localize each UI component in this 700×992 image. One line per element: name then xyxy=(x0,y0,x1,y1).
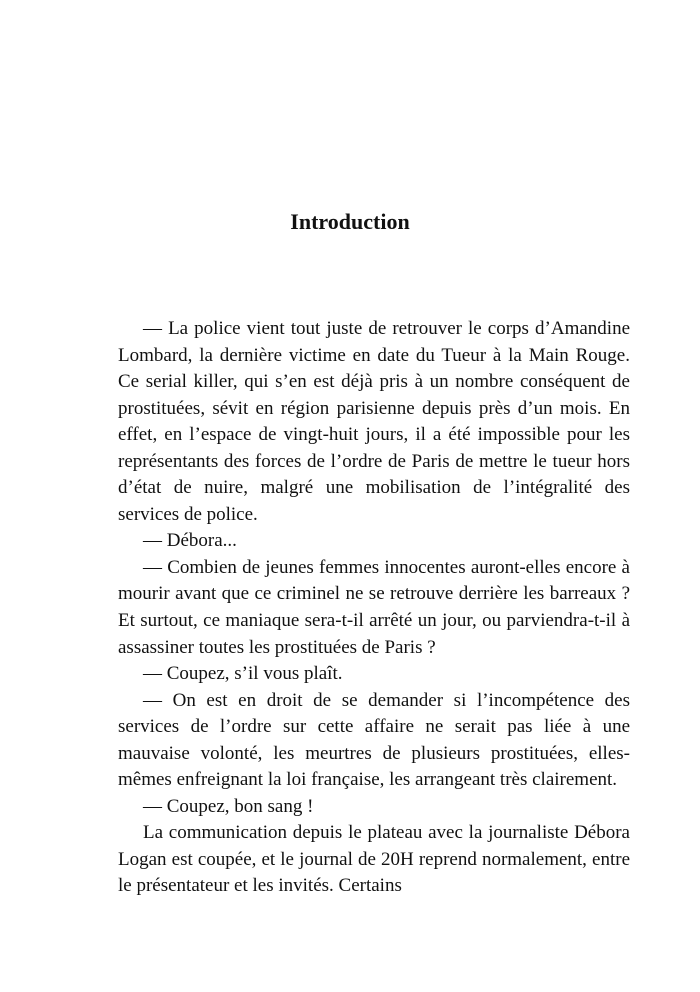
chapter-title: Introduction xyxy=(290,209,410,234)
paragraph-news-report: — La police vient tout juste de retrouver le corps d’Amandine Lombard, la dernière victime en date du Tueur à la Main Rouge. Ce serial killer, qui s’en est déjà pris à un nombre conséquent de prostituées, sévit en région parisienne depuis près d’un mois. En effet, en l’espace de vingt-huit jours, il a été impossible pour les représentants des forces de l’ordre de Paris de mettre le tueur hors d’état de nuire, malgré une mobilisation de l’intégralité des services de police. xyxy=(118,318,630,525)
paragraph-debora-interrupt: — Débora... xyxy=(143,530,237,552)
paragraph-cut-order: — Coupez, bon sang ! xyxy=(143,795,314,817)
body-text xyxy=(118,316,630,900)
paragraph-cut-request: — Coupez, s’il vous plaît. xyxy=(143,663,343,685)
paragraph-accusation: — On est en droit de se demander si l’incompétence des services de l’ordre sur cette affaire ne serait pas liée à une mauvaise volonté, les meurtres de plusieurs prostituées, elles-mêmes enfreignant la loi française, les arrangeant très clairement. xyxy=(118,689,630,791)
paragraph-narration: La communication depuis le plateau avec la journaliste Débora Logan est coupée, et le journal de 20H reprend normalement, entre le présentateur et les invités. Certains xyxy=(118,822,630,897)
paragraph-question: — Combien de jeunes femmes innocentes auront-elles encore à mourir avant que ce criminel ne se retrouve derrière les barreaux ? Et surtout, ce maniaque sera-t-il arrêté un jour, ou parviendra-t-il à assassiner toutes les prostituées de Paris ? xyxy=(118,556,630,658)
